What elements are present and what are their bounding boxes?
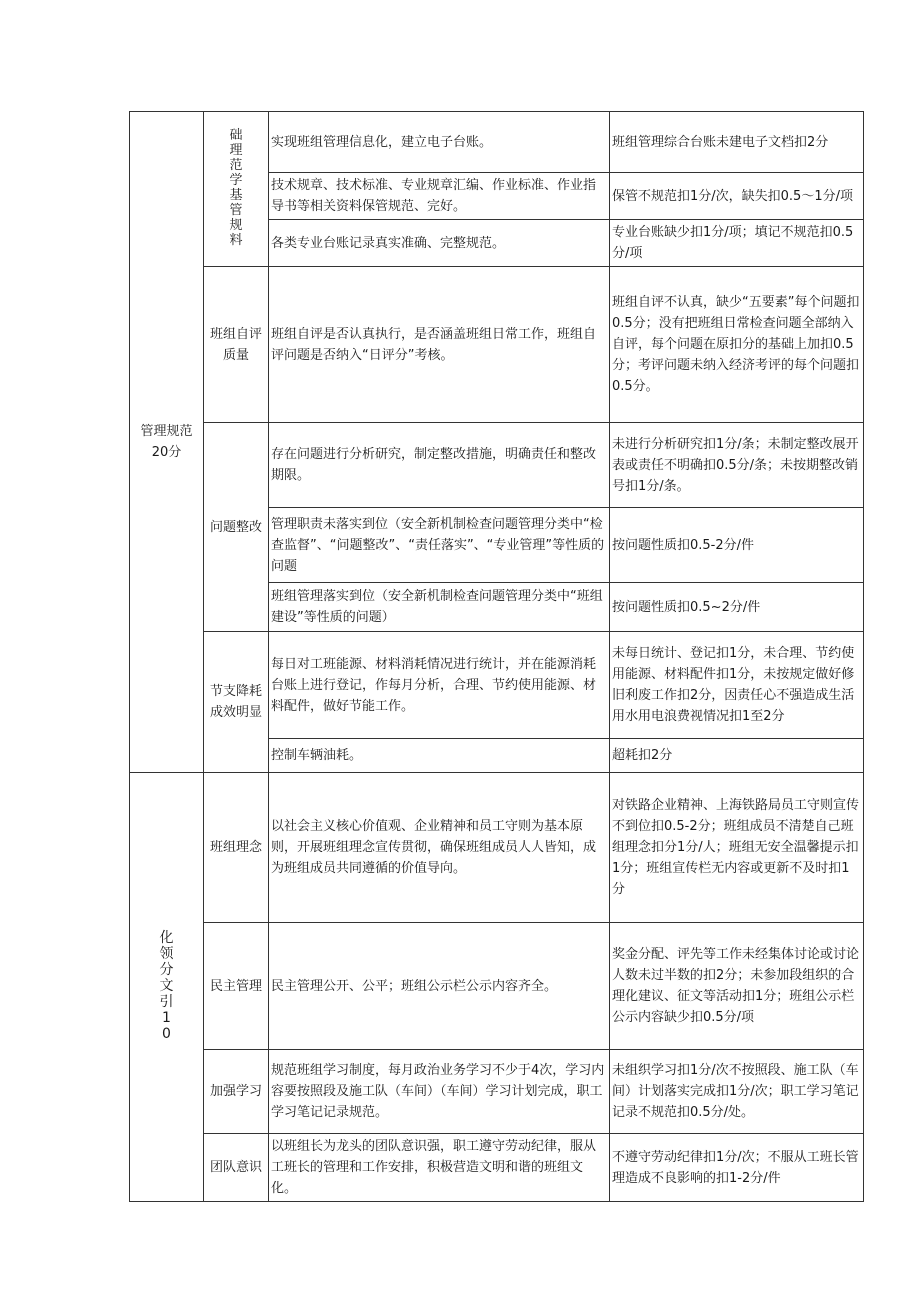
penalty-cell: 未进行分析研究扣1分/条；未制定整改展开表或责任不明确扣0.5分/条；未按期整改销号扣1分/条。 xyxy=(610,423,864,508)
requirement-cell: 以社会主义核心价值观、企业精神和员工守则为基本原则，开展班组理念宣传贯彻，确保班组成员人人皆知，成为班组成员共同遵循的价值导向。 xyxy=(269,773,610,923)
penalty-cell: 不遵守劳动纪律扣1分/次；不服从工班长管理造成不良影响的扣1-2分/件 xyxy=(610,1134,864,1202)
category-culture: 化领分文引10 xyxy=(130,773,204,1202)
requirement-cell: 各类专业台账记录真实准确、完整规范。 xyxy=(269,220,610,267)
penalty-cell: 按问题性质扣0.5~2分/件 xyxy=(610,583,864,632)
penalty-cell: 对铁路企业精神、上海铁路局员工守则宣传不到位扣0.5-2分；班组成员不清楚自己班组理念扣分1分/人；班组无安全温馨提示扣1分；班组宣传栏无内容或更新不及时扣1分 xyxy=(610,773,864,923)
assessment-table xyxy=(129,111,864,1202)
requirement-cell: 管理职责未落实到位（安全新机制检查问题管理分类中“检查监督”、“问题整改”、“责任落实”、“专业管理”等性质的问题 xyxy=(269,508,610,583)
subcategory-learning: 加强学习 xyxy=(204,1050,269,1134)
penalty-cell: 奖金分配、评先等工作未经集体讨论或讨论人数未过半数的扣2分；未参加段组织的合理化建议、征文等活动扣1分；班组公示栏公示内容缺少扣0.5分/项 xyxy=(610,923,864,1050)
subcategory-team-spirit: 团队意识 xyxy=(204,1134,269,1202)
penalty-cell: 未每日统计、登记扣1分，未合理、节约使用能源、材料配件扣1分，未按规定做好修旧利废工作扣2分，因责任心不强造成生活用水用电浪费视情况扣1至2分 xyxy=(610,632,864,739)
requirement-cell: 班组管理落实到位（安全新机制检查问题管理分类中“班组建设”等性质的问题） xyxy=(269,583,610,632)
penalty-cell: 班组管理综合台账未建电子文档扣2分 xyxy=(610,112,864,173)
subcategory-self-assessment: 班组自评质量 xyxy=(204,267,269,423)
subcategory-basic-materials: 础理范学基管规料 xyxy=(204,112,269,267)
subcategory-energy-saving: 节支降耗成效明显 xyxy=(204,632,269,773)
subcategory-team-philosophy: 班组理念 xyxy=(204,773,269,923)
category-title: 管理规范 xyxy=(140,424,193,439)
penalty-cell: 未组织学习扣1分/次不按照段、施工队（车间）计划落实完成扣1分/次；职工学习笔记记录不规范扣0.5分/处。 xyxy=(610,1050,864,1134)
requirement-cell: 班组自评是否认真执行，是否涵盖班组日常工作，班组自评问题是否纳入“日评分”考核。 xyxy=(269,267,610,423)
penalty-cell: 保管不规范扣1分/次，缺失扣0.5～1分/项 xyxy=(610,173,864,220)
subcategory-democratic-management: 民主管理 xyxy=(204,923,269,1050)
penalty-cell: 超耗扣2分 xyxy=(610,739,864,773)
requirement-cell: 存在问题进行分析研究，制定整改措施，明确责任和整改期限。 xyxy=(269,423,610,508)
requirement-cell: 以班组长为龙头的团队意识强，职工遵守劳动纪律，服从工班长的管理和工作安排，积极营造文明和谐的班组文化。 xyxy=(269,1134,610,1202)
requirement-cell: 技术规章、技术标准、专业规章汇编、作业标准、作业指导书等相关资料保管规范、完好。 xyxy=(269,173,610,220)
category-management xyxy=(130,112,204,773)
requirement-cell: 每日对工班能源、材料消耗情况进行统计，并在能源消耗台账上进行登记，作每月分析，合理、节约使用能源、材料配件，做好节能工作。 xyxy=(269,632,610,739)
requirement-cell: 民主管理公开、公平；班组公示栏公示内容齐全。 xyxy=(269,923,610,1050)
penalty-cell: 班组自评不认真，缺少“五要素”每个问题扣0.5分；没有把班组日常检查问题全部纳入自评，每个问题在原扣分的基础上加扣0.5分；考评问题未纳入经济考评的每个问题扣0.5分。 xyxy=(610,267,864,423)
requirement-cell: 实现班组管理信息化，建立电子台账。 xyxy=(269,112,610,173)
penalty-cell: 按问题性质扣0.5-2分/件 xyxy=(610,508,864,583)
subcategory-rectification: 问题整改 xyxy=(204,423,269,632)
requirement-cell: 控制车辆油耗。 xyxy=(269,739,610,773)
requirement-cell: 规范班组学习制度，每月政治业务学习不少于4次，学习内容要按照段及施工队（车间）（车间）学习计划完成，职工学习笔记记录规范。 xyxy=(269,1050,610,1134)
penalty-cell: 专业台账缺少扣1分/项；填记不规范扣0.5分/项 xyxy=(610,220,864,267)
category-score: 20分 xyxy=(151,445,182,460)
